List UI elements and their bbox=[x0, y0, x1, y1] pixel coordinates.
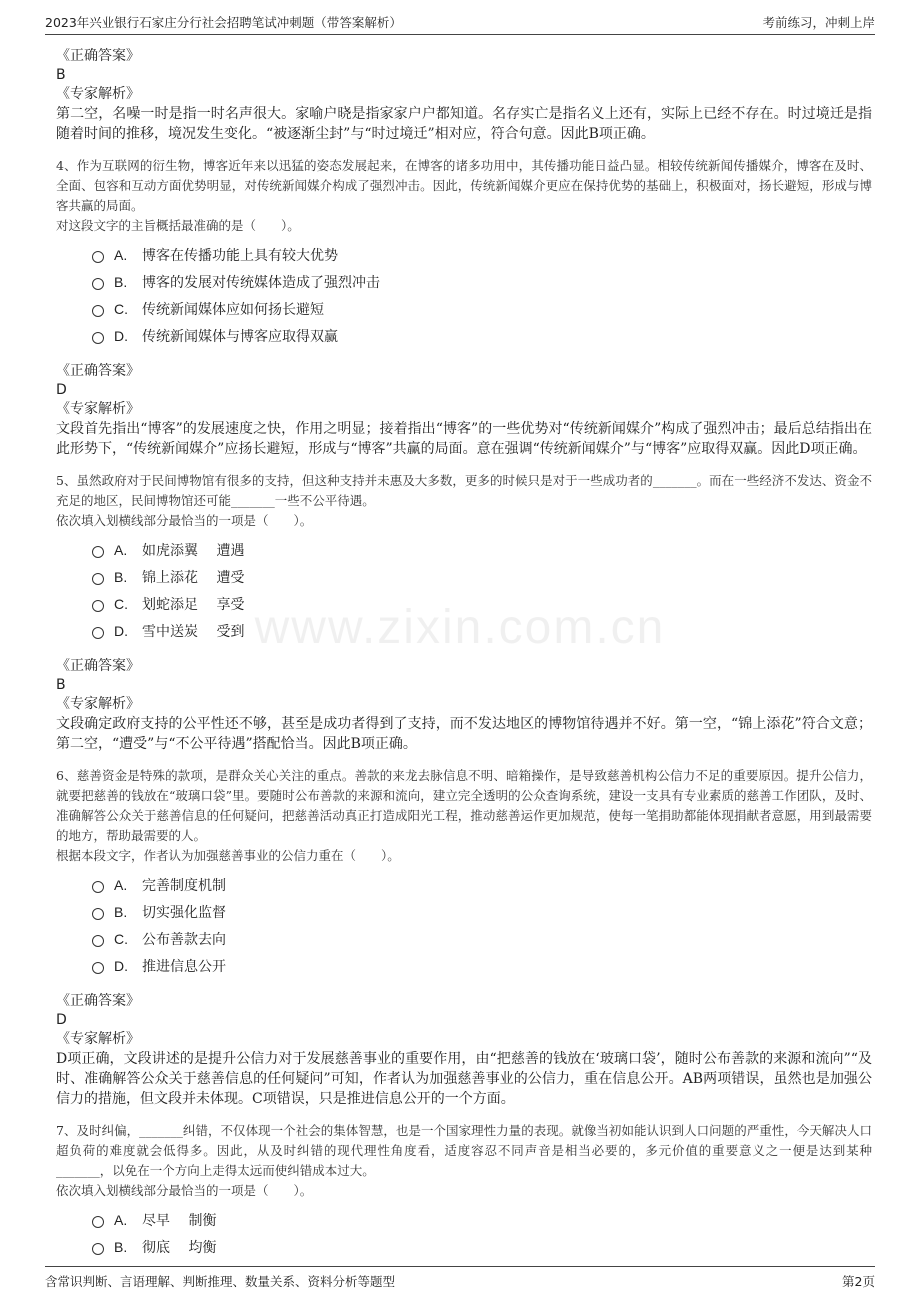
analysis-label: 《专家解析》 bbox=[56, 696, 140, 712]
question-prompt: 根据本段文字，作者认为加强慈善事业的公信力重在（ ）。 bbox=[56, 848, 400, 863]
option-letter: A. bbox=[114, 246, 128, 263]
radio-icon[interactable] bbox=[92, 962, 104, 974]
question-4 bbox=[56, 156, 872, 459]
option-b[interactable] bbox=[92, 1233, 872, 1260]
radio-icon[interactable] bbox=[92, 251, 104, 263]
option-letter: B. bbox=[114, 903, 128, 920]
option-d[interactable] bbox=[92, 617, 872, 644]
option-letter: C. bbox=[114, 300, 128, 317]
option-text: 推进信息公开 bbox=[142, 958, 226, 975]
question-prompt: 依次填入划横线部分最恰当的一项是（ ）。 bbox=[56, 513, 313, 528]
analysis-text: 文段首先指出“博客”的发展速度之快，作用之明显；接着指出“博客”的一些优势对“传统新闻媒介”构成了强烈冲击；最后总结指出在此形势下，“传统新闻媒介”应扬长避短，形成与“博客”共赢的局面。意在强调“传统新闻媒介”与“博客”应取得双赢。因此D项正确。 bbox=[56, 421, 872, 457]
option-text: 彻底 均衡 bbox=[142, 1239, 217, 1256]
page-footer bbox=[45, 1266, 875, 1290]
answer-label: 《正确答案》 bbox=[56, 363, 140, 379]
watermark: www.zixin.com.cn bbox=[254, 601, 666, 654]
answer-label: 《正确答案》 bbox=[56, 658, 140, 674]
answer-value: D bbox=[56, 382, 67, 398]
radio-icon[interactable] bbox=[92, 332, 104, 344]
option-text: 博客在传播功能上具有较大优势 bbox=[142, 247, 338, 264]
option-text: 完善制度机制 bbox=[142, 877, 226, 894]
question-6 bbox=[56, 766, 872, 1109]
option-text: 传统新闻媒体与博客应取得双赢 bbox=[142, 328, 338, 345]
analysis-label: 《专家解析》 bbox=[56, 86, 140, 102]
question-text: 4、作为互联网的衍生物，博客近年来以迅猛的姿态发展起来，在博客的诸多功用中，其传播功能日益凸显。相较传统新闻传播媒介，博客在及时、全面、包容和互动方面优势明显，对传统新闻媒介构成了强烈冲击。因此，传统新闻媒介更应在保持优势的基础上，积极面对，扬长避短，形成与博客共赢的局面。 bbox=[56, 158, 872, 213]
option-list bbox=[92, 241, 872, 349]
document-title: 2023年兴业银行石家庄分行社会招聘笔试冲刺题（带答案解析） bbox=[45, 15, 402, 30]
option-d[interactable] bbox=[92, 952, 872, 979]
analysis-label: 《专家解析》 bbox=[56, 401, 140, 417]
radio-icon[interactable] bbox=[92, 881, 104, 893]
option-letter: A. bbox=[114, 1211, 128, 1228]
answer-label: 《正确答案》 bbox=[56, 993, 140, 1009]
option-letter: A. bbox=[114, 541, 128, 558]
option-text: 雪中送炭 受到 bbox=[142, 623, 245, 640]
answer-value: B bbox=[56, 677, 66, 693]
option-letter: B. bbox=[114, 568, 128, 585]
option-a[interactable] bbox=[92, 871, 872, 898]
question-prompt: 对这段文字的主旨概括最准确的是（ ）。 bbox=[56, 218, 300, 233]
option-b[interactable] bbox=[92, 898, 872, 925]
question-7 bbox=[56, 1121, 872, 1260]
question-text: 6、慈善资金是特殊的款项，是群众关心关注的重点。善款的来龙去脉信息不明、暗箱操作，是导致慈善机构公信力不足的重要原因。提升公信力，就要把慈善的钱放在“玻璃口袋”里。要随时公布善款的来源和流向，建立完全透明的公众查询系统，建设一支具有专业素质的慈善工作团队，及时、准确解答公众关于慈善信息的任何疑问，把慈善活动真正打造成阳光工程，推动慈善运作更加规范，使每一笔捐助都能体现捐献者意愿，用到最需要的地方，帮助最需要的人。 bbox=[56, 768, 872, 843]
option-letter: C. bbox=[114, 595, 128, 612]
option-letter: D. bbox=[114, 622, 128, 639]
radio-icon[interactable] bbox=[92, 600, 104, 612]
answer-block bbox=[56, 46, 872, 144]
option-letter: B. bbox=[114, 1238, 128, 1255]
radio-icon[interactable] bbox=[92, 573, 104, 585]
option-letter: D. bbox=[114, 327, 128, 344]
option-text: 如虎添翼 遭遇 bbox=[142, 542, 245, 559]
option-list bbox=[92, 871, 872, 979]
option-d[interactable] bbox=[92, 322, 872, 349]
option-text: 尽早 制衡 bbox=[142, 1212, 217, 1229]
option-a[interactable] bbox=[92, 536, 872, 563]
option-text: 公布善款去向 bbox=[142, 931, 226, 948]
option-c[interactable] bbox=[92, 590, 872, 617]
page-header bbox=[45, 12, 875, 35]
option-text: 锦上添花 遭受 bbox=[142, 569, 245, 586]
answer-value: B bbox=[56, 67, 66, 83]
option-a[interactable] bbox=[92, 241, 872, 268]
question-text: 5、虽然政府对于民间博物馆有很多的支持，但这种支持并未惠及大多数，更多的时候只是对于一些成功者的_______。而在一些经济不发达、资金不充足的地区，民间博物馆还可能_______一些不公平待遇。 bbox=[56, 473, 872, 508]
footer-subjects: 含常识判断、言语理解、判断推理、数量关系、资料分析等题型 bbox=[45, 1274, 396, 1289]
option-list bbox=[92, 1206, 872, 1260]
option-letter: D. bbox=[114, 957, 128, 974]
option-text: 切实强化监督 bbox=[142, 904, 226, 921]
radio-icon[interactable] bbox=[92, 278, 104, 290]
question-text: 7、及时纠偏，_______纠错，不仅体现一个社会的集体智慧，也是一个国家理性力量的表现。就像当初如能认识到人口问题的严重性，今天解决人口超负荷的难度就会低得多。因此，从及时纠错的现代理性角度看，适度容忍不同声音是相当必要的，多元价值的重要意义之一便是达到某种_______，以免在一个方向上走得太远而使纠错成本过大。 bbox=[56, 1123, 872, 1178]
answer-value: D bbox=[56, 1012, 67, 1028]
radio-icon[interactable] bbox=[92, 1243, 104, 1255]
option-c[interactable] bbox=[92, 295, 872, 322]
question-5 bbox=[56, 471, 872, 754]
radio-icon[interactable] bbox=[92, 627, 104, 639]
option-text: 划蛇添足 享受 bbox=[142, 596, 245, 613]
analysis-label: 《专家解析》 bbox=[56, 1031, 140, 1047]
option-text: 传统新闻媒体应如何扬长避短 bbox=[142, 301, 324, 318]
radio-icon[interactable] bbox=[92, 305, 104, 317]
option-a[interactable] bbox=[92, 1206, 872, 1233]
option-letter: B. bbox=[114, 273, 128, 290]
radio-icon[interactable] bbox=[92, 1216, 104, 1228]
option-letter: C. bbox=[114, 930, 128, 947]
option-b[interactable] bbox=[92, 268, 872, 295]
question-prompt: 依次填入划横线部分最恰当的一项是（ ）。 bbox=[56, 1183, 313, 1198]
analysis-text: 文段确定政府支持的公平性还不够，甚至是成功者得到了支持，而不发达地区的博物馆待遇并不好。第一空，“锦上添花”符合文意；第二空，“遭受”与“不公平待遇”搭配恰当。因此B项正确。 bbox=[56, 716, 872, 752]
header-motto: 考前练习，冲刺上岸 bbox=[762, 15, 875, 30]
option-c[interactable] bbox=[92, 925, 872, 952]
option-b[interactable] bbox=[92, 563, 872, 590]
answer-label: 《正确答案》 bbox=[56, 48, 140, 64]
document-content bbox=[56, 46, 872, 1260]
option-text: 博客的发展对传统媒体造成了强烈冲击 bbox=[142, 274, 380, 291]
radio-icon[interactable] bbox=[92, 935, 104, 947]
radio-icon[interactable] bbox=[92, 908, 104, 920]
analysis-text: 第二空，名噪一时是指一时名声很大。家喻户晓是指家家户户都知道。名存实亡是指名义上还有，实际上已经不存在。时过境迁是指随着时间的推移，境况发生变化。“被逐渐尘封”与“时过境迁”相对应，符合句意。因此B项正确。 bbox=[56, 106, 872, 142]
page-number: 第2页 bbox=[842, 1274, 875, 1289]
analysis-text: D项正确，文段讲述的是提升公信力对于发展慈善事业的重要作用，由“把慈善的钱放在‘玻璃口袋’，随时公布善款的来源和流向”“及时、准确解答公众关于慈善信息的任何疑问”可知，作者认为加强慈善事业的公信力，重在信息公开。AB两项错误，虽然也是加强公信力的措施，但文段并未体现。C项错误，只是推进信息公开的一个方面。 bbox=[56, 1051, 872, 1107]
option-list bbox=[92, 536, 872, 644]
option-letter: A. bbox=[114, 876, 128, 893]
radio-icon[interactable] bbox=[92, 546, 104, 558]
